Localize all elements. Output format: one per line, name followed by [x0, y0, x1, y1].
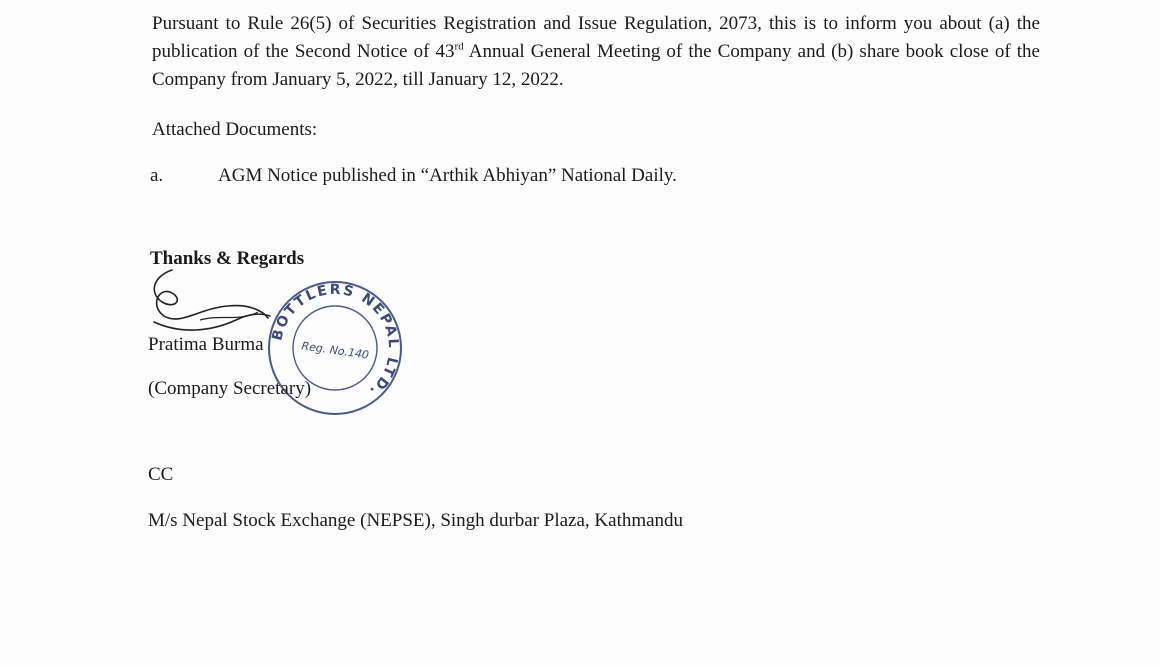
body-paragraph — [152, 10, 1040, 94]
attachment-item: AGM Notice published in “Arthik Abhiyan” National Daily. — [218, 165, 677, 186]
paragraph-text-start: Pursuant to Rule 26(5) of Securities Registration and Issue Regulation, 2073, this is to inform you about (a) the publication of the Second Notice of 43 — [152, 13, 1040, 62]
closing-salutation: Thanks & Regards — [150, 248, 305, 269]
cc-recipient: M/s Nepal Stock Exchange (NEPSE), Singh durbar Plaza, Kathmandu — [148, 510, 684, 531]
signer-title: (Company Secretary) — [148, 378, 312, 399]
svg-text:Reg. No.140: Reg. No.140 — [300, 339, 370, 362]
ordinal-suffix: rd — [454, 40, 464, 53]
attachment-marker: a. — [150, 165, 164, 186]
paragraph-text-end: Annual General Meeting of the Company and (b) share book close of the Company from January 5, 2022, till January 12, 2022. — [152, 41, 1040, 90]
signer-name: Pratima Burma — [148, 334, 264, 355]
attached-documents-heading: Attached Documents: — [152, 119, 318, 140]
svg-text:BOTTLERS NEPAL LTD.: BOTTLERS NEPAL LTD. — [269, 281, 402, 401]
cc-label: CC — [148, 464, 174, 485]
